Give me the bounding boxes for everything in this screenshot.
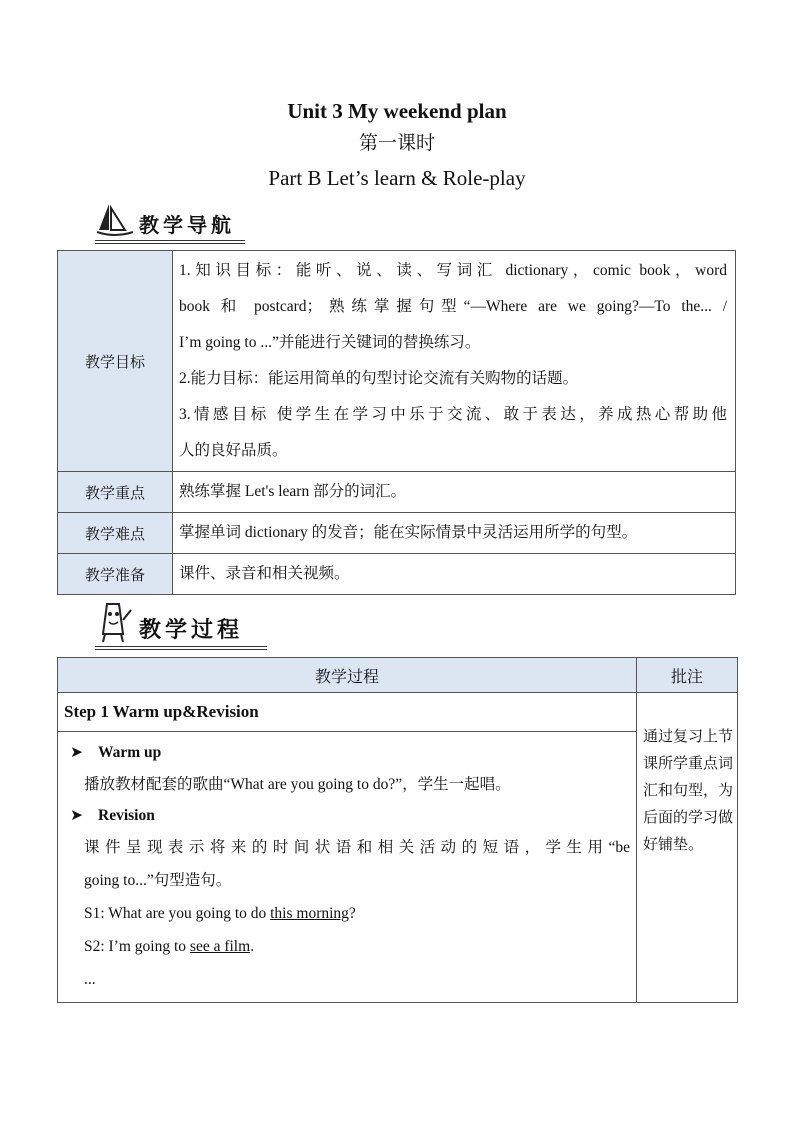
- objectives-text: [173, 251, 736, 472]
- focus-text: 熟练掌握 Let's learn 部分的词汇。: [173, 472, 736, 513]
- objectives-line: 1.知识目标：能听、说、读、写词汇 dictionary，comic book，word: [179, 262, 727, 279]
- objectives-label: 教学目标: [58, 251, 173, 472]
- pencil-figure-icon: [95, 600, 135, 644]
- warmup-text: 播放教材配套的歌曲“What are you going to do?”，学生一起唱。: [84, 776, 511, 793]
- revision-heading: [64, 801, 630, 831]
- section-process-heading: [95, 600, 243, 644]
- notes-column-header: 批注: [637, 658, 738, 693]
- objectives-line: 2.能力目标：能运用简单的句型讨论交流有关购物的话题。: [179, 370, 579, 387]
- dialogue-punct: .: [250, 938, 255, 955]
- revision-line: going to...”句型造句。: [84, 872, 232, 889]
- warmup-heading: [64, 738, 630, 768]
- dialogue-text: S1: What are you going to do: [84, 905, 271, 922]
- objectives-line: 3.情感目标 使学生在学习中乐于交流、敢于表达，养成热心帮助他: [179, 406, 727, 423]
- warmup-title: Warm up: [98, 744, 162, 761]
- notes-cell: 通过复习上节课所学重点词汇和句型，为后面的学习做好铺垫。: [637, 693, 738, 1003]
- arrow-bullet-icon: ➤: [70, 744, 83, 761]
- table-header-row: [58, 658, 738, 693]
- section-nav-label: 教学导航: [139, 213, 235, 237]
- table-row: [58, 472, 736, 513]
- document-header: [0, 96, 794, 196]
- unit-title: Unit 3 My weekend plan: [287, 99, 507, 123]
- focus-label: 教学重点: [58, 472, 173, 513]
- difficulty-text: 掌握单词 dictionary 的发音；能在实际情景中灵活运用所学的句型。: [173, 513, 736, 554]
- dialogue-punct: ?: [348, 905, 356, 922]
- dialogue-blank: see a film: [189, 938, 251, 955]
- objectives-line: I’m going to ...”并能进行关键词的替换练习。: [179, 334, 481, 351]
- section-nav-heading: [95, 202, 235, 238]
- dialogue-blank: this morning: [270, 905, 349, 922]
- objectives-line: 人的良好品质。: [179, 442, 288, 459]
- dialogue-line-s2: [64, 930, 630, 963]
- step-title: Step 1 Warm up&Revision: [58, 693, 637, 732]
- section-nav-underline: [95, 240, 245, 244]
- ellipsis: ...: [84, 971, 96, 988]
- prep-text: 课件、录音和相关视频。: [173, 554, 736, 595]
- teaching-goals-table: [57, 250, 736, 595]
- table-row: [58, 554, 736, 595]
- lesson-number: 第一课时: [358, 132, 435, 154]
- step-content: [58, 732, 637, 1003]
- table-row: [58, 251, 736, 472]
- process-column-header: 教学过程: [58, 658, 637, 693]
- prep-label: 教学准备: [58, 554, 173, 595]
- revision-title: Revision: [98, 807, 155, 824]
- section-process-underline: [95, 646, 267, 650]
- lesson-part: Part B Let’s learn & Role-play: [268, 166, 526, 190]
- table-row: [58, 513, 736, 554]
- table-row: [58, 693, 738, 732]
- teaching-process-table: [57, 657, 738, 1003]
- revision-line: 课件呈现表示将来的时间状语和相关活动的短语，学生用“be: [84, 839, 630, 856]
- section-process-label: 教学过程: [139, 618, 244, 643]
- objectives-line: book 和 postcard；熟练掌握句型“—Where are we going?—To the... /: [179, 298, 727, 315]
- dialogue-text: S2: I’m going to: [84, 938, 190, 955]
- difficulty-label: 教学难点: [58, 513, 173, 554]
- arrow-bullet-icon: ➤: [70, 807, 83, 824]
- dialogue-line-s1: [64, 897, 630, 930]
- sailboat-icon: [95, 202, 135, 238]
- table-row: [58, 732, 738, 1003]
